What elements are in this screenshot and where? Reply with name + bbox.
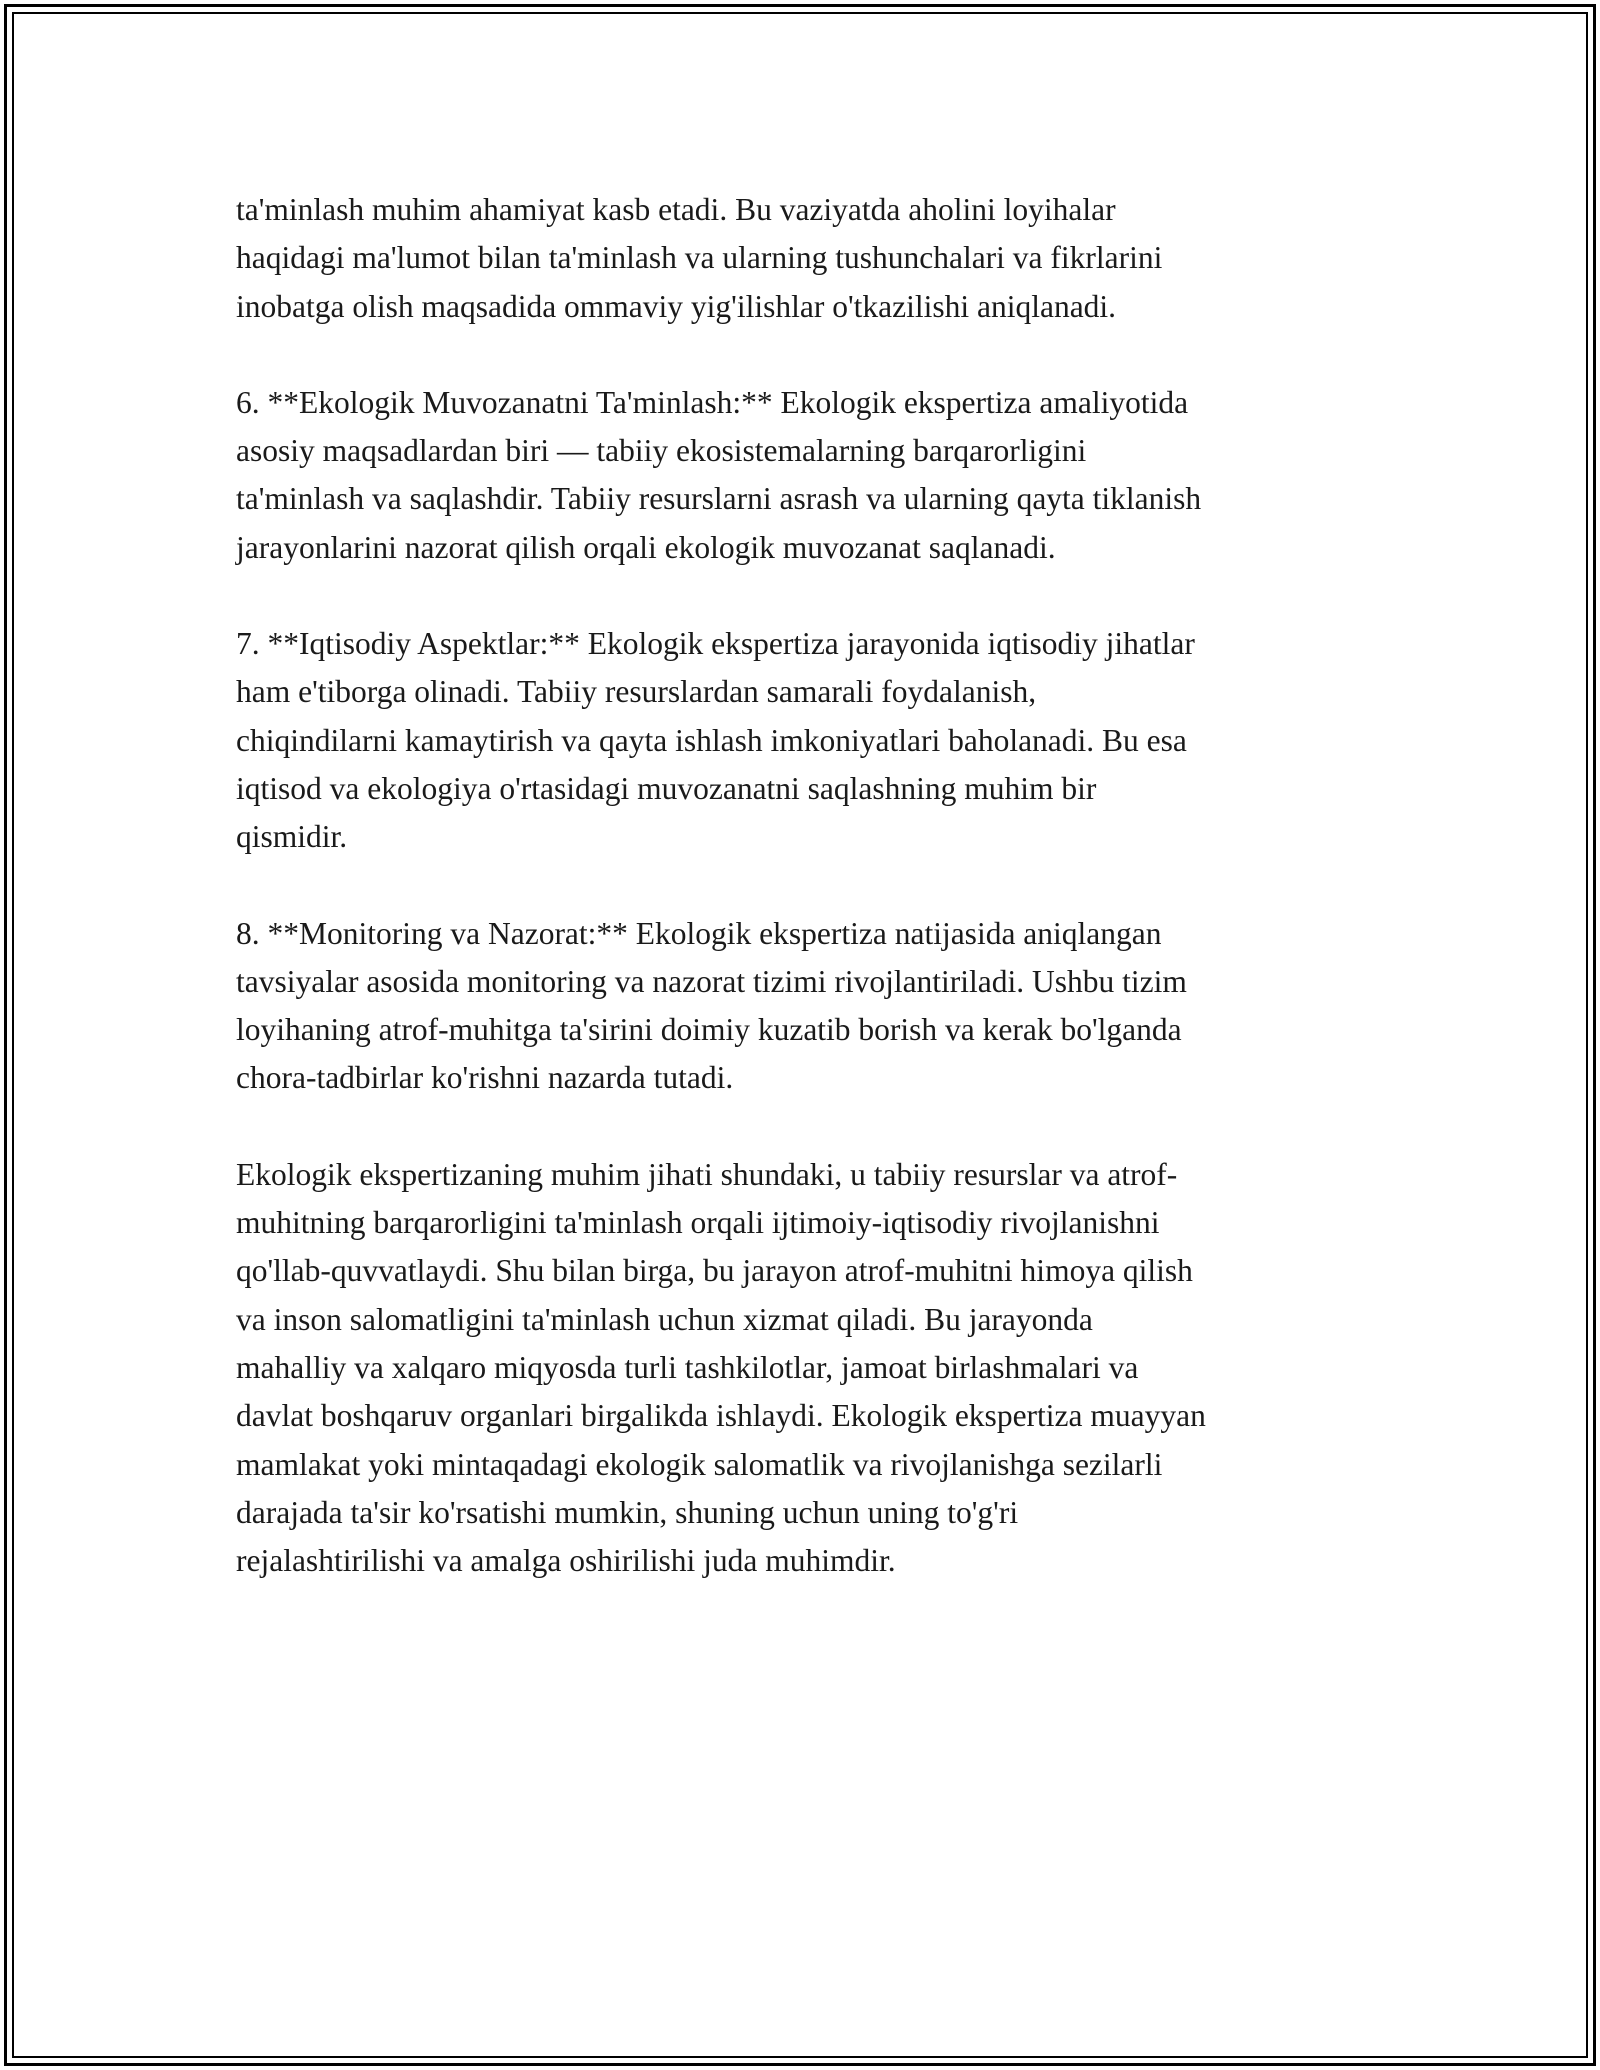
paragraph-item-6-ecological-balance: 6. **Ekologik Muvozanatni Ta'minlash:** Ekologik ekspertiza amaliyotida asosiy maqsadlardan biri — tabiiy ekosistemalarning barqarorligini ta'minlash va saqlashdir. Tabiiy resurslarni asrash va ularning qayta tiklanish jarayonlarini nazorat qilish orqali ekologik muvozanat saqlanadi. [236, 384, 1202, 565]
paragraph-conclusion: Ekologik ekspertizaning muhim jihati shundaki, u tabiiy resurslar va atrof- muhitning barqarorligini ta'minlash orqali ijtimoiy-iqtisodiy rivojlanishni qo'llab-quvvatlaydi. Shu bilan birga, bu jarayon atrof-muhitni himoya qilish va inson salomatligini ta'minlash uchun xizmat qiladi. Bu jarayonda mahalliy va xalqaro miqyosda turli tashkilotlar, jamoat birlashmalari va davlat boshqaruv organlari birgalikda ishlaydi. Ekologik ekspertiza muayyan mamlakat yoki mintaqadagi ekologik salomatlik va rivojlanishga sezilarli darajada ta'sir ko'rsatishi mumkin, shuning uchun uning to'g'ri rejalashtirilishi va amalga oshirilishi juda muhimdir. [236, 1156, 1206, 1579]
paragraph-item-7-economic-aspects: 7. **Iqtisodiy Aspektlar:** Ekologik ekspertiza jarayonida iqtisodiy jihatlar ham e'tiborga olinadi. Tabiiy resurslardan samarali foydalanish, chiqindilarni kamaytirish va qayta ishlash imkoniyatlari baholanadi. Bu esa iqtisod va ekologiya o'rtasidagi muvozanatni saqlashning muhim bir qismidir. [236, 626, 1195, 855]
paragraph-item-8-monitoring: 8. **Monitoring va Nazorat:** Ekologik ekspertiza natijasida aniqlangan tavsiyalar asosida monitoring va nazorat tizimi rivojlantiriladi. Ushbu tizim loyihaning atrof-muhitga ta'sirini doimiy kuzatib borish va kerak bo'lganda chora-tadbirlar ko'rishni nazarda tutadi. [236, 915, 1187, 1096]
paragraph-public-consultation: ta'minlash muhim ahamiyat kasb etadi. Bu vaziyatda aholini loyihalar haqidagi ma'lumot bilan ta'minlash va ularning tushunchalari va fikrlarini inobatga olish maqsadida ommaviy yig'ilishlar o'tkazilishi aniqlanadi. [236, 192, 1163, 324]
document-body [236, 186, 1376, 1633]
